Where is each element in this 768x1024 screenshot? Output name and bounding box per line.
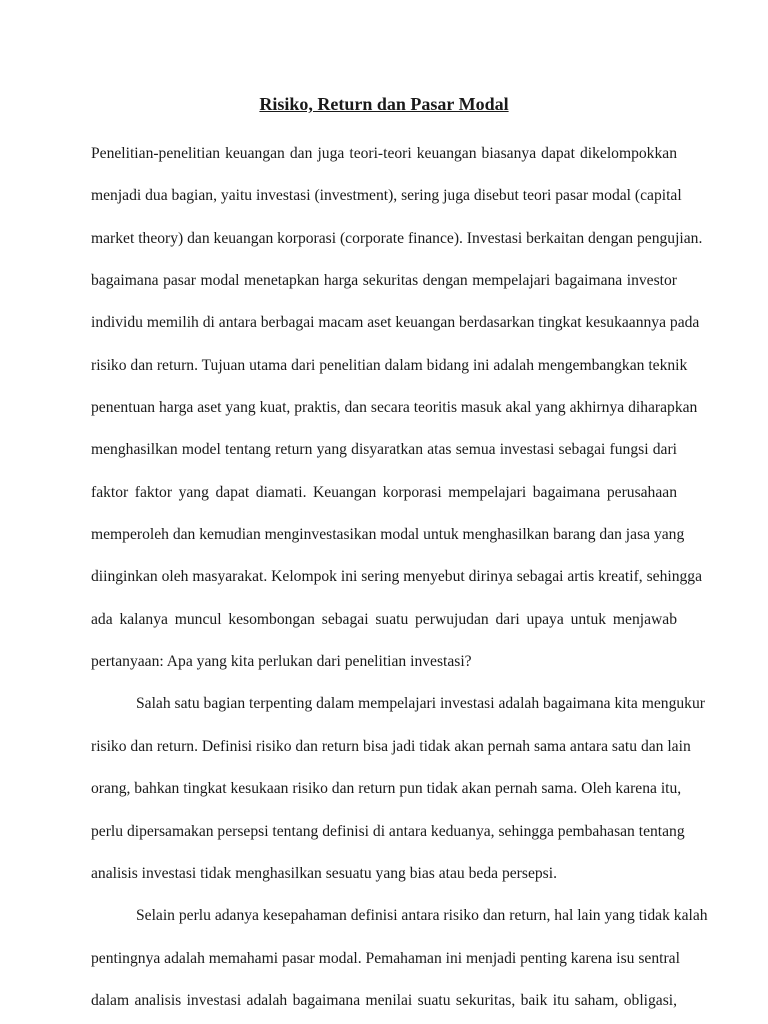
text-line: pertanyaan: Apa yang kita perlukan dari penelitian investasi?: [91, 653, 472, 671]
paragraph: [91, 133, 703, 683]
text-line: risiko dan return. Tujuan utama dari penelitian dalam bidang ini adalah mengembangkan teknik: [91, 356, 688, 374]
text-line: risiko dan return. Definisi risiko dan return bisa jadi tidak akan pernah sama antara satu dan lain: [91, 737, 691, 755]
text-line: penentuan harga aset yang kuat, praktis, dan secara teoritis masuk akal yang akhirnya diharapkan: [91, 399, 698, 417]
text-line: Selain perlu adanya kesepahaman definisi antara risiko dan return, hal lain yang tidak kalah: [136, 907, 708, 925]
text-line: Salah satu bagian terpenting dalam mempelajari investasi adalah bagaimana kita mengukur: [136, 695, 705, 713]
text-line: analisis investasi tidak menghasilkan sesuatu yang bias atau beda persepsi.: [91, 864, 557, 882]
text-line: diinginkan oleh masyarakat. Kelompok ini sering menyebut dirinya sebagai artis kreatif, sehingga: [91, 568, 703, 586]
text-line: individu memilih di antara berbagai macam aset keuangan berdasarkan tingkat kesukaannya pada: [91, 314, 700, 332]
text-line: dalam analisis investasi adalah bagaimana menilai suatu sekuritas, baik itu saham, obligasi,: [91, 991, 677, 1009]
paragraph: [91, 895, 708, 1022]
text-line: perlu dipersamakan persepsi tentang definisi di antara keduanya, sehingga pembahasan tentang: [91, 822, 685, 840]
text-line: menjadi dua bagian, yaitu investasi (investment), sering juga disebut teori pasar modal (capital: [91, 187, 682, 205]
document-body: [91, 133, 708, 1022]
text-line: ada kalanya muncul kesombongan sebagai suatu perwujudan dari upaya untuk menjawab: [91, 610, 677, 628]
text-line: menghasilkan model tentang return yang disyaratkan atas semua investasi sebagai fungsi dari: [91, 441, 677, 459]
text-line: orang, bahkan tingkat kesukaan risiko dan return pun tidak akan pernah sama. Oleh karena itu,: [91, 780, 682, 798]
text-line: Penelitian-penelitian keuangan dan juga teori-teori keuangan biasanya dapat dikelompokkan: [91, 145, 677, 162]
text-line: pentingnya adalah memahami pasar modal. Pemahaman ini menjadi penting karena isu sentral: [91, 949, 680, 967]
text-line: bagaimana pasar modal menetapkan harga sekuritas dengan mempelajari bagaimana investor: [91, 272, 677, 290]
text-line: faktor faktor yang dapat diamati. Keuangan korporasi mempelajari bagaimana perusahaan: [91, 483, 677, 501]
document-title: Risiko, Return dan Pasar Modal: [259, 94, 509, 114]
text-line: memperoleh dan kemudian menginvestasikan modal untuk menghasilkan barang dan jasa yang: [91, 526, 685, 544]
paragraph: [91, 683, 705, 895]
text-line: market theory) dan keuangan korporasi (corporate finance). Investasi berkaitan dengan pengujian.: [91, 229, 703, 247]
